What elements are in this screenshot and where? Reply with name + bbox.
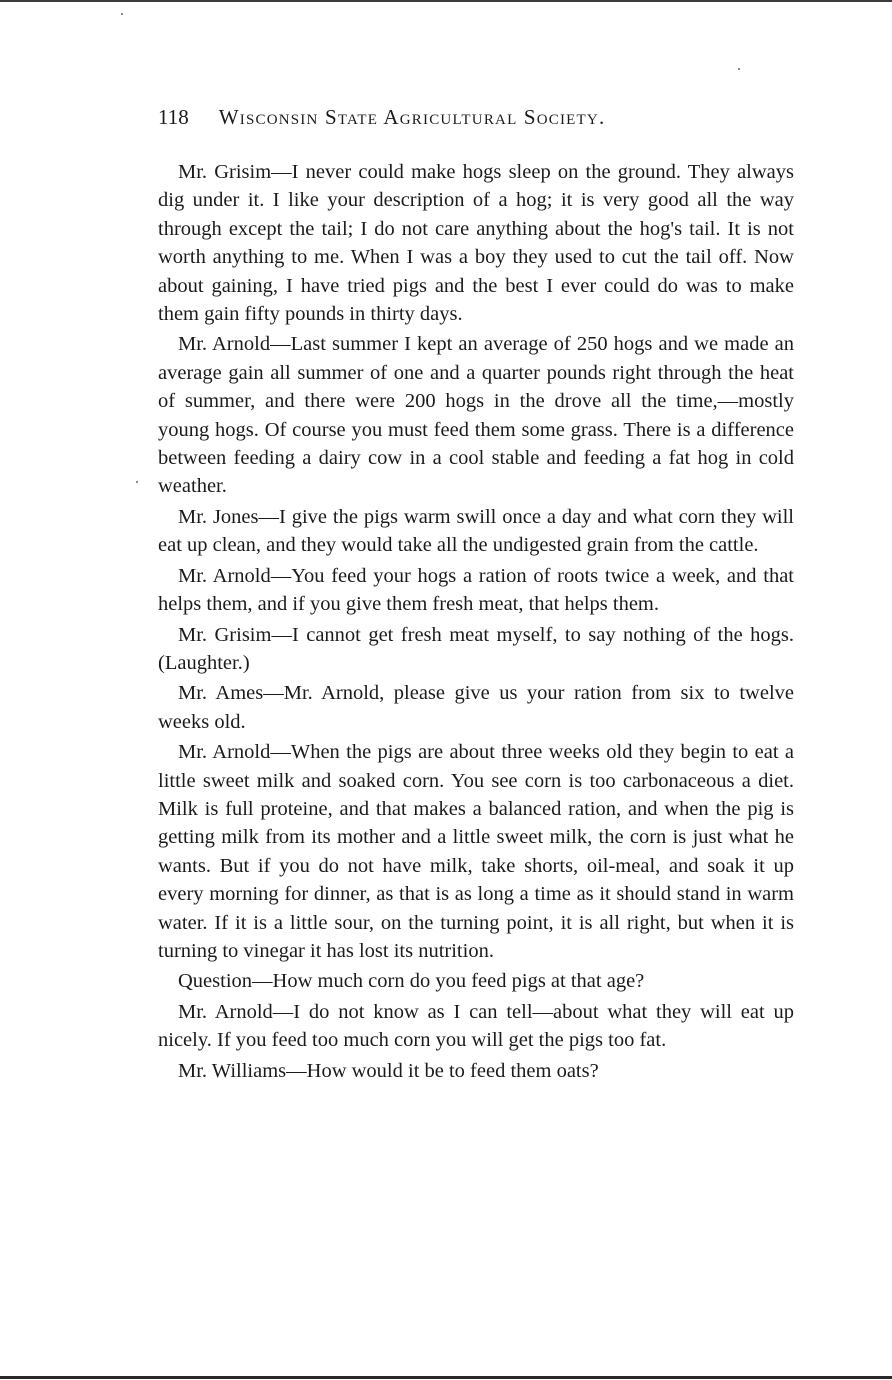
paragraph [158,562,794,619]
bottom-scan-edge [0,1376,892,1379]
speaker-name: Question [178,970,253,993]
speaker-name: Mr. Jones [178,505,259,528]
paragraph-text: —I do not know as I can tell—about what they will eat up nicely. If you feed too much corn you will get the pigs too fat. [158,1000,794,1052]
scan-speck [121,13,123,15]
speaker-name: Mr. Williams [178,1059,287,1082]
paragraph-text: —I cannot get fresh meat myself, to say nothing of the hogs. (Laughter.) [158,623,795,674]
paragraph-text: —You feed your hogs a ration of roots twice a week, and that helps them, and if you give them fresh meat, that helps them. [158,564,794,616]
paragraph-text: —How would it be to feed them oats? [286,1059,599,1082]
speaker-name: Mr. Arnold [178,333,271,356]
paragraph [158,330,794,500]
scan-speck [136,481,138,483]
top-scan-edge [0,0,892,2]
speaker-name: Mr. Arnold [178,1000,273,1023]
running-head [158,104,798,130]
paragraph-text: —How much corn do you feed pigs at that age? [252,970,645,993]
paragraph-text: —Last summer I kept an average of 250 hogs and we made an average gain all summer of one and a quarter pounds right through the heat of summer, and there were 200 hogs in the drove all the time,—mostly young hogs. Of course you must feed them some grass. There is a difference between feeding a dairy cow in a cool stable and feeding a fat hog in cold weather. [158,333,794,498]
paragraph-text: —I never could make hogs sleep on the ground. They always dig under it. I like your description of a hog; it is very good all the way through except the tail; I do not care anything about the hog's tail. It is not worth anything to me. When I was a boy they used to cut the tail off. Now about gaining, I have tried pigs and the best I ever could do was to make them gain fifty pounds in thirty days. [158,161,794,326]
paragraph [158,998,794,1055]
paragraph-text: —Mr. Arnold, please give us your ration from six to twelve weeks old. [158,682,794,733]
speaker-name: Mr. Grisim [178,161,272,183]
paragraph-text: —I give the pigs warm swill once a day and what corn they will eat up clean, and they would take all the undigested grain from the cattle. [158,505,794,557]
paragraph [158,503,794,560]
speaker-name: Mr. Arnold [178,741,271,764]
paragraph-text: —When the pigs are about three weeks old they begin to eat a little sweet milk and soaked corn. You see corn is too carbonaceous a diet. Milk is full proteine, and that makes a balanced ration, and when the pig is getting milk from its mother and a little sweet milk, the corn is just what he wants. But if you do not have milk, take shorts, oil-meal, and soak it up every morning for dinner, as that is as long a time as it should stand in warm water. If it is a little sour, on the turning point, it is all right, but when it is turning to vinegar it has lost its nutrition. [158,741,794,962]
page-number: 118 [158,105,189,129]
paragraph [158,621,794,678]
paragraph [158,679,794,736]
running-title: Wisconsin State Agricultural Society. [218,105,606,129]
speaker-name: Mr. Grisim [178,623,272,646]
paragraph [158,738,794,965]
scan-speck [738,68,740,70]
speaker-name: Mr. Arnold [178,564,271,587]
speaker-name: Mr. Ames [178,682,264,705]
paragraph [158,158,794,328]
paragraph [158,1057,794,1085]
paragraph [158,967,794,995]
body-text [158,158,794,1087]
